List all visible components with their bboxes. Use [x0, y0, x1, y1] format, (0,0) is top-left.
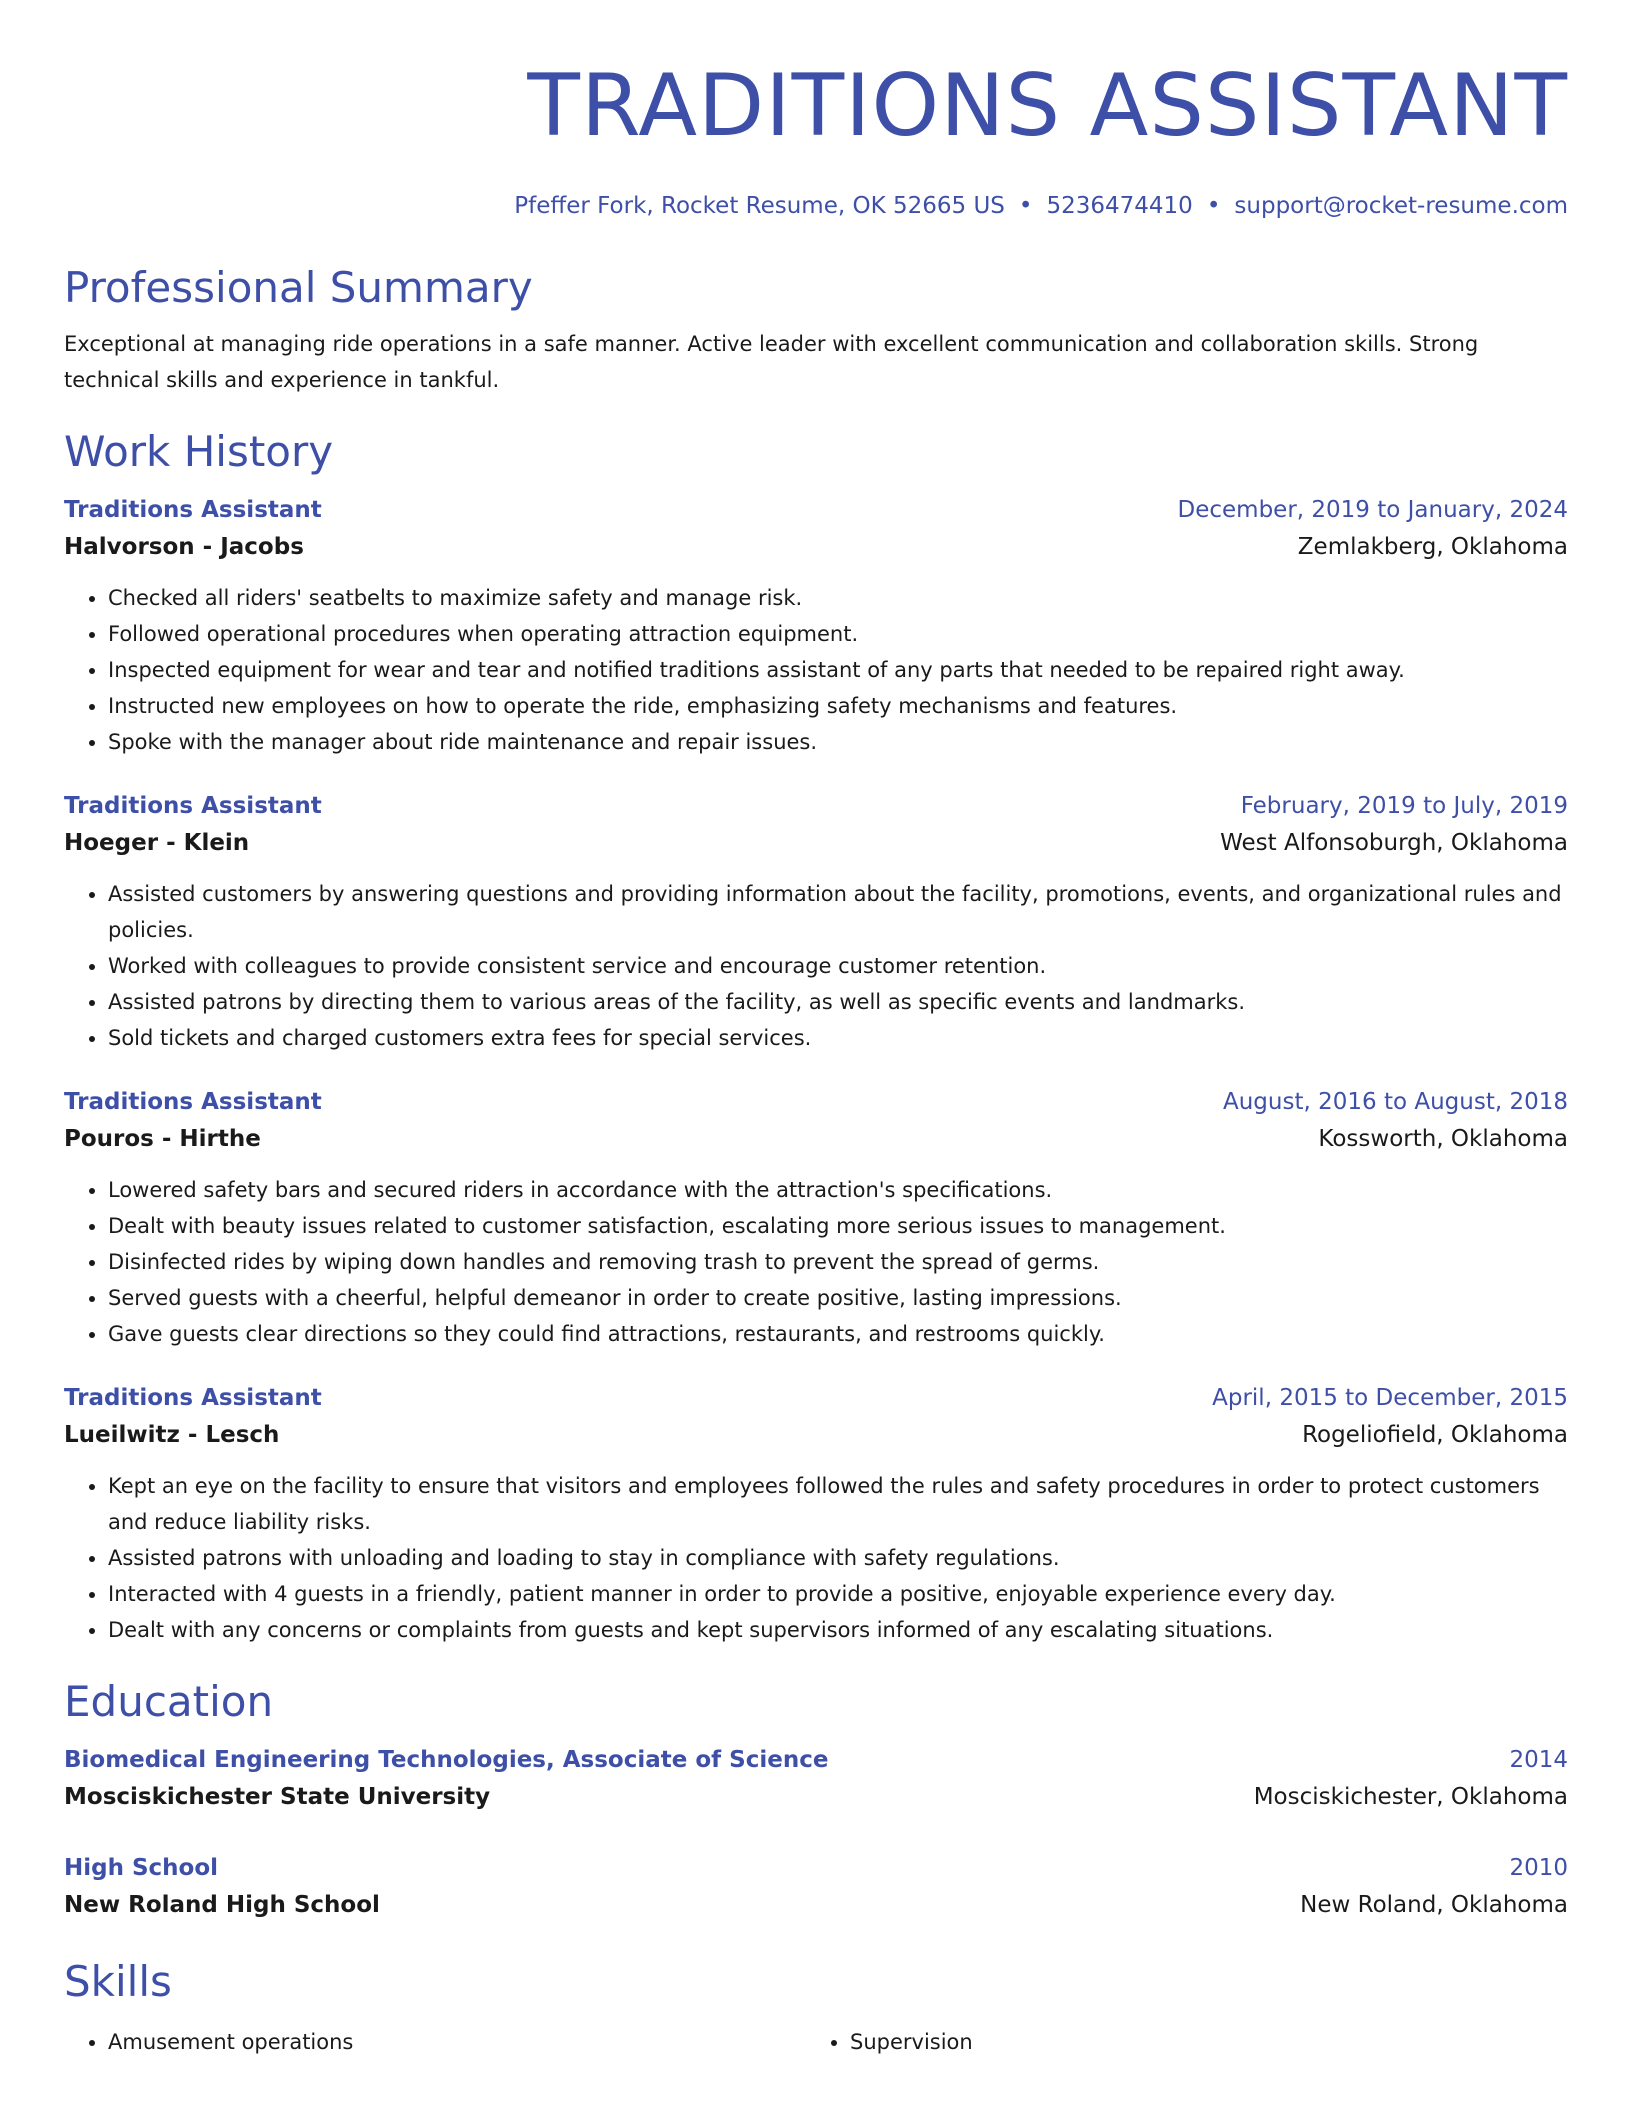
job-bullet: • Sold tickets and charged customers extra fees for special services. — [108, 1020, 1568, 1056]
job-bullet: • Dealt with beauty issues related to customer satisfaction, escalating more serious issues to management. — [108, 1208, 1568, 1244]
education-location: Mosciskichester, Oklahoma — [1253, 1784, 1568, 1810]
skill-item: • Amusement operations — [108, 2024, 806, 2060]
section-title-work-history: Work History — [64, 427, 334, 476]
resume-page — [64, 0, 1568, 2060]
job-company: Lueilwitz - Lesch — [64, 1422, 280, 1448]
skills-column-right — [806, 2024, 1548, 2060]
job-company: Halvorson - Jacobs — [64, 534, 304, 560]
job-title: Traditions Assistant — [64, 1089, 322, 1115]
job-bullet: • Instructed new employees on how to operate the ride, emphasizing safety mechanisms and features. — [108, 688, 1568, 724]
job-title: Traditions Assistant — [64, 1385, 322, 1411]
job-entry — [64, 1380, 1568, 1648]
summary-text: Exceptional at managing ride operations in a safe manner. Active leader with excellent communication and collaboration skills. Strong technical skills and experience in tankful. — [64, 332, 1479, 392]
job-entry — [64, 1084, 1568, 1352]
job-bullet: • Dealt with any concerns or complaints from guests and kept supervisors informed of any escalating situations. — [108, 1612, 1568, 1648]
job-location: West Alfonsoburgh, Oklahoma — [1220, 830, 1568, 856]
job-title: Traditions Assistant — [64, 497, 322, 523]
job-bullet: • Inspected equipment for wear and tear and notified traditions assistant of any parts that needed to be repaired right away. — [108, 652, 1568, 688]
skills-list — [64, 2024, 1568, 2060]
education-year: 2010 — [1509, 1855, 1568, 1881]
job-bullet: • Worked with colleagues to provide consistent service and encourage customer retention. — [108, 948, 1568, 984]
job-dates: April, 2015 to December, 2015 — [1212, 1385, 1568, 1411]
section-title-summary: Professional Summary — [64, 263, 533, 312]
job-title: Traditions Assistant — [64, 793, 322, 819]
job-dates: February, 2019 to July, 2019 — [1240, 793, 1568, 819]
job-bullets — [64, 1468, 1568, 1648]
job-bullets — [64, 1172, 1568, 1352]
job-company: Hoeger - Klein — [64, 830, 250, 856]
education-year: 2014 — [1509, 1747, 1568, 1773]
contact-email[interactable]: support@rocket-resume.com — [1234, 193, 1568, 219]
job-entry — [64, 788, 1568, 1056]
job-bullet: • Served guests with a cheerful, helpful demeanor in order to create positive, lasting impressions. — [108, 1280, 1568, 1316]
education-location: New Roland, Oklahoma — [1300, 1892, 1568, 1918]
job-bullets — [64, 876, 1568, 1056]
job-bullet: • Disinfected rides by wiping down handles and removing trash to prevent the spread of germs. — [108, 1244, 1568, 1280]
education-entry — [64, 1850, 1568, 1924]
contact-line — [64, 190, 1568, 222]
candidate-name: TRADITIONS ASSISTANT — [527, 56, 1568, 156]
job-bullets — [64, 580, 1568, 760]
job-bullet: • Assisted patrons by directing them to various areas of the facility, as well as specific events and landmarks. — [108, 984, 1568, 1020]
skills-column-left — [64, 2024, 806, 2060]
job-company: Pouros - Hirthe — [64, 1126, 261, 1152]
job-bullet: • Spoke with the manager about ride maintenance and repair issues. — [108, 724, 1568, 760]
job-entry — [64, 492, 1568, 760]
education-degree: High School — [64, 1855, 219, 1881]
job-dates: December, 2019 to January, 2024 — [1177, 497, 1568, 523]
job-location: Kossworth, Oklahoma — [1318, 1126, 1568, 1152]
job-bullet: • Lowered safety bars and secured riders in accordance with the attraction's specifications. — [108, 1172, 1568, 1208]
job-bullet: • Assisted customers by answering questions and providing information about the facility, promotions, events, and organizational rules and policies. — [108, 876, 1568, 948]
job-location: Rogeliofield, Oklahoma — [1302, 1422, 1568, 1448]
job-bullet: • Interacted with 4 guests in a friendly, patient manner in order to provide a positive, enjoyable experience every day. — [108, 1576, 1568, 1612]
job-bullet: • Checked all riders' seatbelts to maximize safety and manage risk. — [108, 580, 1568, 616]
education-school: New Roland High School — [64, 1892, 380, 1918]
job-bullet: • Kept an eye on the facility to ensure that visitors and employees followed the rules and safety procedures in order to protect customers and reduce liability risks. — [108, 1468, 1568, 1540]
job-dates: August, 2016 to August, 2018 — [1223, 1089, 1568, 1115]
education-entry — [64, 1742, 1568, 1816]
job-bullet: • Gave guests clear directions so they could find attractions, restaurants, and restrooms quickly. — [108, 1316, 1568, 1352]
contact-separator: • — [1206, 193, 1221, 219]
education-school: Mosciskichester State University — [64, 1784, 491, 1810]
education-degree: Biomedical Engineering Technologies, Associate of Science — [64, 1747, 829, 1773]
skill-item: • Supervision — [850, 2024, 1548, 2060]
contact-separator: • — [1018, 193, 1033, 219]
section-title-skills: Skills — [64, 1957, 172, 2006]
job-bullet: • Assisted patrons with unloading and loading to stay in compliance with safety regulations. — [108, 1540, 1568, 1576]
contact-phone: 5236474410 — [1046, 193, 1193, 219]
job-bullet: • Followed operational procedures when operating attraction equipment. — [108, 616, 1568, 652]
job-location: Zemlakberg, Oklahoma — [1297, 534, 1568, 560]
section-title-education: Education — [64, 1677, 274, 1726]
contact-address: Pfeffer Fork, Rocket Resume, OK 52665 US — [514, 193, 1005, 219]
